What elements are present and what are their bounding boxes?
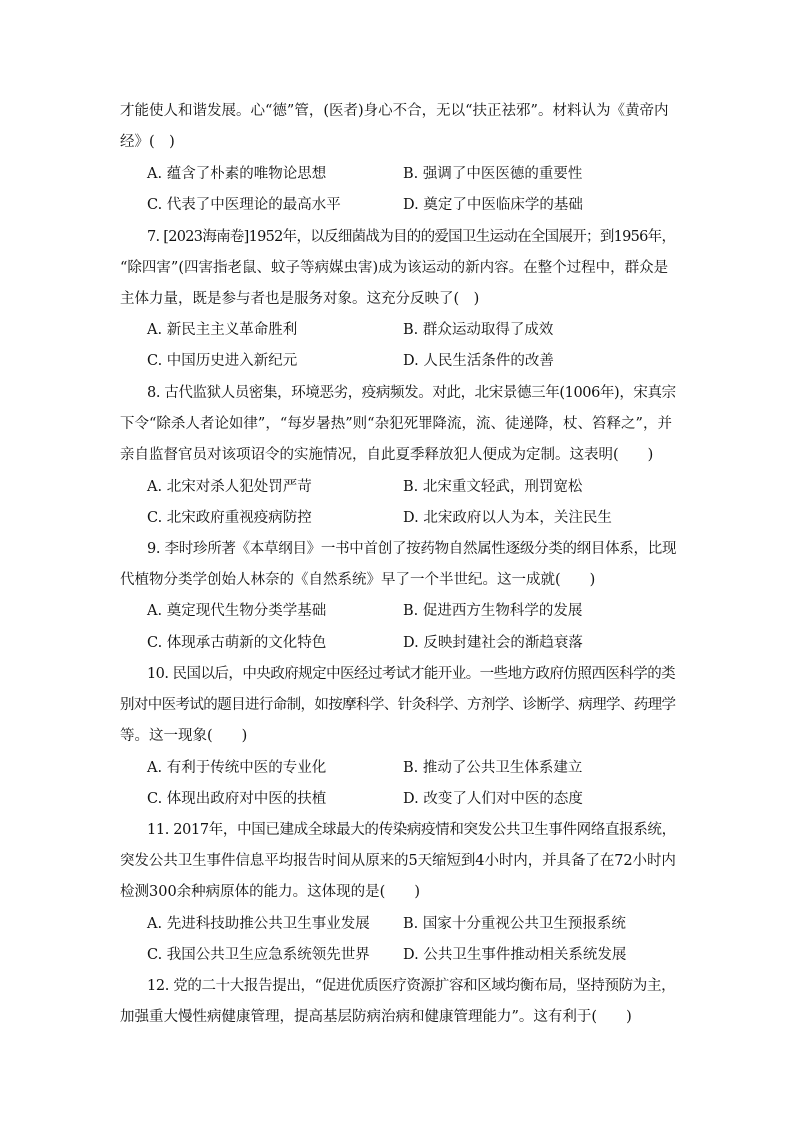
question-8-option-c: C. 北宋政府重视疫病防控 [147, 510, 312, 526]
question-12-stem-line-1: 12. 党的二十大报告提出，“促进优质医疗资源扩容和区域均衡布局，坚持预防为主， [147, 978, 676, 994]
question-7-stem-line-2: “除四害”(四害指老鼠、蚊子等病媒虫害)成为该运动的新内容。在整个过程中，群众是 [120, 260, 669, 276]
question-7-option-b: B. 群众运动取得了成效 [403, 322, 554, 338]
question-6-option-c: C. 代表了中医理论的最高水平 [147, 197, 341, 213]
question-8-stem-line-3: 亲自监督官员对该项诏令的实施情况，自此夏季释放犯人便成为定制。这表明( ) [120, 447, 654, 463]
question-11-option-a: A. 先进科技助推公共卫生事业发展 [147, 916, 370, 932]
question-8-stem-line-2: 下令“除杀人者论如律”，“每岁暑热”则“杂犯死罪降流，流、徒递降，杖、笞释之”，并 [120, 416, 672, 432]
question-6-stem-line-1: 才能使人和谐发展。心“德”管，(医者)身心不合，无以“扶正祛邪”。材料认为《黄帝内 [120, 103, 669, 119]
question-11-option-c: C. 我国公共卫生应急系统领先世界 [147, 947, 370, 963]
question-12-stem-line-2: 加强重大慢性病健康管理，提高基层防病治病和健康管理能力”。这有利于( ) [120, 1009, 632, 1025]
question-10-stem-line-3: 等。这一现象( ) [120, 728, 248, 744]
question-9-stem-line-1: 9. 李时珍所著《本草纲目》一书中首创了按药物自然属性逐级分类的纲目体系，比现 [147, 541, 677, 557]
question-11-option-b: B. 国家十分重视公共卫生预报系统 [403, 916, 626, 932]
question-9-stem-line-2: 代植物分类学创始人林奈的《自然系统》早了一个半世纪。这一成就( ) [120, 572, 596, 588]
question-6-option-a: A. 蕴含了朴素的唯物论思想 [147, 166, 327, 182]
question-11-stem-line-2: 突发公共卫生事件信息平均报告时间从原来的5天缩短到4小时内，并具备了在72小时内 [120, 853, 676, 869]
question-9-option-d: D. 反映封建社会的渐趋衰落 [403, 635, 583, 651]
question-8-option-d: D. 北宋政府以人为本，关注民生 [403, 510, 612, 526]
question-10-stem-line-1: 10. 民国以后，中央政府规定中医经过考试才能开业。一些地方政府仿照西医科学的类 [147, 666, 676, 682]
question-9-option-b: B. 促进西方生物科学的发展 [403, 603, 583, 619]
question-10-option-b: B. 推动了公共卫生体系建立 [403, 760, 583, 776]
question-7-stem-line-3: 主体力量，既是参与者也是服务对象。这充分反映了( ) [120, 291, 480, 307]
question-8-stem-line-1: 8. 古代监狱人员密集，环境恶劣，疫病频发。对此，北宋景德三年(1006年)，宋真宗 [147, 385, 676, 401]
question-10-option-d: D. 改变了人们对中医的态度 [403, 791, 583, 807]
question-6-option-d: D. 奠定了中医临床学的基础 [403, 197, 583, 213]
question-7-option-a: A. 新民主主义革命胜利 [147, 322, 298, 338]
question-7-option-c: C. 中国历史进入新纪元 [147, 353, 298, 369]
question-10-option-c: C. 体现出政府对中医的扶植 [147, 791, 327, 807]
question-6-stem-line-2: 经》( ) [120, 134, 175, 150]
question-7-stem-line-1: 7. [2023海南卷]1952年，以反细菌战为目的的爱国卫生运动在全国展开；到1956年， [147, 229, 676, 245]
question-8-option-a: A. 北宋对杀人犯处罚严苛 [147, 479, 312, 495]
question-11-option-d: D. 公共卫生事件推动相关系统发展 [403, 947, 627, 963]
question-11-stem-line-3: 检测300余种病原体的能力。这体现的是( ) [120, 884, 420, 900]
question-10-stem-line-2: 别对中医考试的题目进行命制，如按摩科学、针灸科学、方剂学、诊断学、病理学、药理学 [120, 697, 676, 713]
question-9-option-c: C. 体现承古萌新的文化特色 [147, 635, 327, 651]
question-8-option-b: B. 北宋重文轻武，刑罚宽松 [403, 479, 583, 495]
question-9-option-a: A. 奠定现代生物分类学基础 [147, 603, 327, 619]
question-11-stem-line-1: 11. 2017年，中国已建成全球最大的传染病疫情和突发公共卫生事件网络直报系统， [147, 822, 676, 838]
question-10-option-a: A. 有利于传统中医的专业化 [147, 760, 327, 776]
question-7-option-d: D. 人民生活条件的改善 [403, 353, 554, 369]
question-6-option-b: B. 强调了中医医德的重要性 [403, 166, 583, 182]
